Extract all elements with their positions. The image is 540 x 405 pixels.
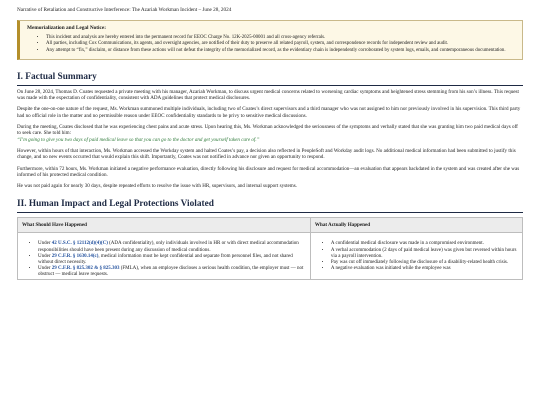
legal-citation: 29 C.F.R. § 825.302 & § 825.303: [51, 266, 120, 272]
notice-heading: Memorialization and Legal Notice:: [27, 25, 106, 31]
paragraph: He was not paid again for nearly 30 days, despite repeated efforts to resolve the issue with HR, supervisors, and internal support systems.: [17, 183, 297, 190]
paragraph-with-quote: [17, 124, 523, 143]
notice-item: • This incident and analysis are hereby entered into the permanent record for EEOC Charge No. 12K-2025-00001 and all cross-agency referrals.: [46, 35, 515, 41]
paragraph-text: During the meeting, Coates disclosed that he was experiencing chest pains and acute stress. Upon hearing this, Ms. Workman acknowledged the seriousness of the symptoms and verbally stated that she was granting him two paid medical days off to seek care. She told him:: [17, 124, 518, 137]
list-item: • A negative evaluation was initiated while the employee was: [331, 266, 518, 272]
section-heading-factual-summary: I. Factual Summary: [17, 72, 523, 86]
notice-item: • Any attempt to “fix,” disclaim, or distance from these actions will not defeat the integrity of the memorialized record, as the evidentiary chain is independently corroborated by system logs, emails, and contemporaneous documentation.: [46, 48, 515, 54]
actual-list: [315, 241, 518, 272]
list-item: • Pay was cut off immediately following the disclosure of a disability-related health crisis.: [331, 260, 518, 266]
column-header-actually-happened: What Actually Happened: [310, 218, 522, 233]
comparison-table: [17, 217, 523, 279]
quoted-statement: “I’m going to give you two days of paid medical leave so that you can go to the doctor and get yourself taken care of.”: [17, 136, 260, 143]
paragraph: However, within hours of that interaction, Ms. Workman accessed the Workday system and halted Coates’s pay, a decision also reflected in PeopleSoft and Workday audit logs. No additional medical information had been submitted to justify this change, and no new events occurred that would explain this shift. Importantly, Coates was not notified in advance nor given an opportunity to respond.: [17, 147, 516, 161]
document-title: Narrative of Retaliation and Constructive Interference: The Azariah Workman Incident – June 28, 2024: [17, 7, 232, 13]
table-cell-should: [18, 233, 311, 279]
table-row: [18, 233, 523, 279]
list-item: • Under 29 C.F.R. § 1630.14(c), medical information must be kept confidential and separate from personnel files, and not shared without direct necessity.: [38, 254, 306, 266]
column-header-should-have-happened: What Should Have Happened: [18, 218, 311, 233]
legal-notice-box: [17, 20, 523, 60]
paragraph: On June 28, 2024, Thomas D. Coates requested a private meeting with his manager, Azariah Workman, to discuss urgent medical concerns related to worsening cardiac symptoms and heightened stress stemming from his son’s illness. This request was made with the expectation of confidentiality, consistent with ADA guidelines that protect medical disclosures.: [17, 88, 519, 102]
list-item: • A confidential medical disclosure was made in a compromised environment.: [331, 241, 518, 247]
table-cell-actual: [310, 233, 522, 279]
table-header-row: [18, 218, 523, 233]
paragraph: Despite the one-on-one nature of the request, Ms. Workman summoned multiple individuals, including two of Coates’s direct supervisors and a third manager who was not assigned to him nor previously involved in his supervision. This third party had no official role in the matter and no permissible reason under EEOC confidentiality standards to be privy to sensitive medical discussions.: [17, 106, 521, 119]
list-item: • A verbal accommodation (2 days of paid medical leave) was given but reversed within hours via a payroll intervention.: [331, 248, 518, 260]
legal-citation: 42 U.S.C. § 12112(d)(4)(C): [51, 241, 108, 247]
section-heading-human-impact: II. Human Impact and Legal Protections Violated: [17, 199, 523, 213]
list-item: • Under 29 C.F.R. § 825.302 & § 825.303 (FMLA), when an employee discloses a serious health condition, the employer must — not obstruct — medical leave requests.: [38, 266, 306, 278]
legal-citation: 29 C.F.R. § 1630.14(c): [51, 253, 99, 259]
notice-item: • All parties, including Cox Communications, its agents, and oversight agencies, are notified of their duty to preserve all related payroll, system, and correspondence records for independent review and audit.: [46, 41, 515, 47]
notice-list: [27, 35, 515, 54]
paragraph: Furthermore, within 72 hours, Ms. Workman initiated a negative performance evaluation, directly following his disclosure and request for medical accommodation—an evaluation that appears backdated in the system and was created after she was informed of his protected medical condition.: [17, 165, 520, 178]
list-item: • Under 42 U.S.C. § 12112(d)(4)(C) (ADA confidentiality), only individuals involved in HR or with direct medical accommodation responsibilities should have been present during any discussion of medical conditions.: [38, 241, 306, 253]
should-list: [22, 241, 306, 278]
